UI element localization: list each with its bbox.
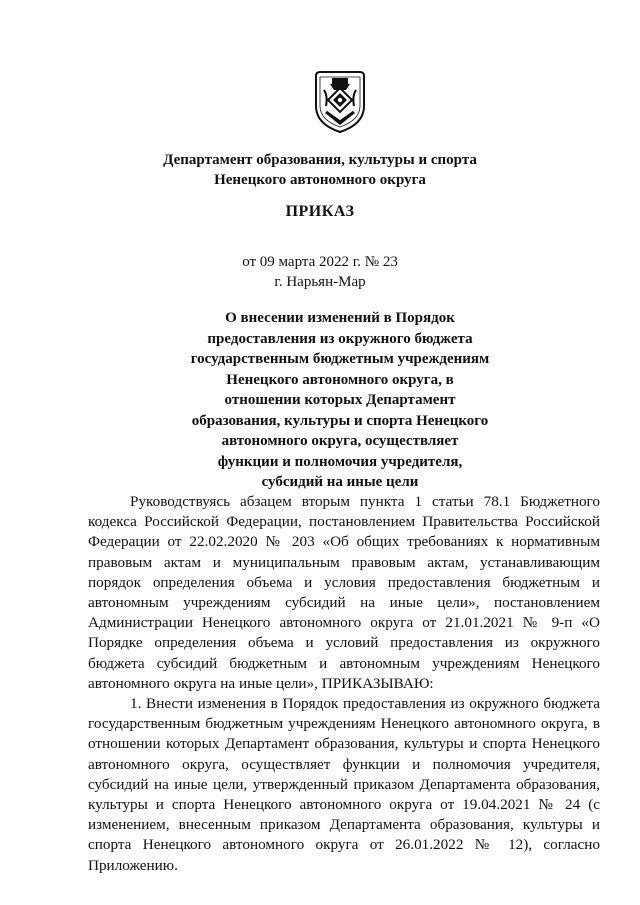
order-subject: О внесении изменений в Порядок предоставления из окружного бюджета государственным бюджетным учреждениям Ненецкого автономного округа, в отношении которых Департамент образования, культуры и спорта Ненецкого автономного округа, осуществляет функции и полномочия учредителя, субсидий на иные цели (190, 310, 490, 490)
body-paragraph-preamble: Руководствуясь абзацем вторым пункта 1 статьи 78.1 Бюджетного кодекса Российской Федерации, постановлением Правительства Российской Федерации от 22.02.2020 № 203 «Об общих требованиях к нормативным правовым актам и муниципальным правовым актам, устанавливающим порядок определения объема и условия предоставления бюджетным и автономным учреждениям субсидий на иные цели», постановлением Администрации Ненецкого автономного округа от 21.01.2021 № 9-п «О Порядке определения объема и условий предоставления из окружного бюджета субсидий бюджетным и автономным учреждениям Ненецкого автономного округа на иные цели», ПРИКАЗЫВАЮ: (88, 493, 600, 692)
order-title: ПРИКАЗ (285, 203, 355, 220)
body-paragraph-item-1: 1. Внести изменения в Порядок предоставления из окружного бюджета государственным бюджетным учреждениям Ненецкого автономного округа, в отношении которых Департамент образования, культуры и спорта Ненецкого автономного округа, осуществляет функции и полномочия учредителя, субсидий на иные цели, утвержденный приказом Департамента образования, культуры и спорта Ненецкого автономного округа от 19.04.2021 № 24 (с изменением, внесенным приказом Департамента образования, культуры и спорта Ненецкого автономного округа от 26.01.2022 № 12), согласно Приложению. (88, 695, 600, 874)
order-date-number: от 09 марта 2022 г. № 23 (242, 254, 398, 270)
department-line-2: Ненецкого автономного округа (214, 172, 426, 188)
coat-of-arms-icon (310, 66, 370, 136)
order-body (88, 492, 600, 876)
department-line-1: Департамент образования, культуры и спорта (163, 152, 477, 168)
department-header (0, 150, 640, 190)
order-city: г. Нарьян-Мар (274, 274, 366, 290)
